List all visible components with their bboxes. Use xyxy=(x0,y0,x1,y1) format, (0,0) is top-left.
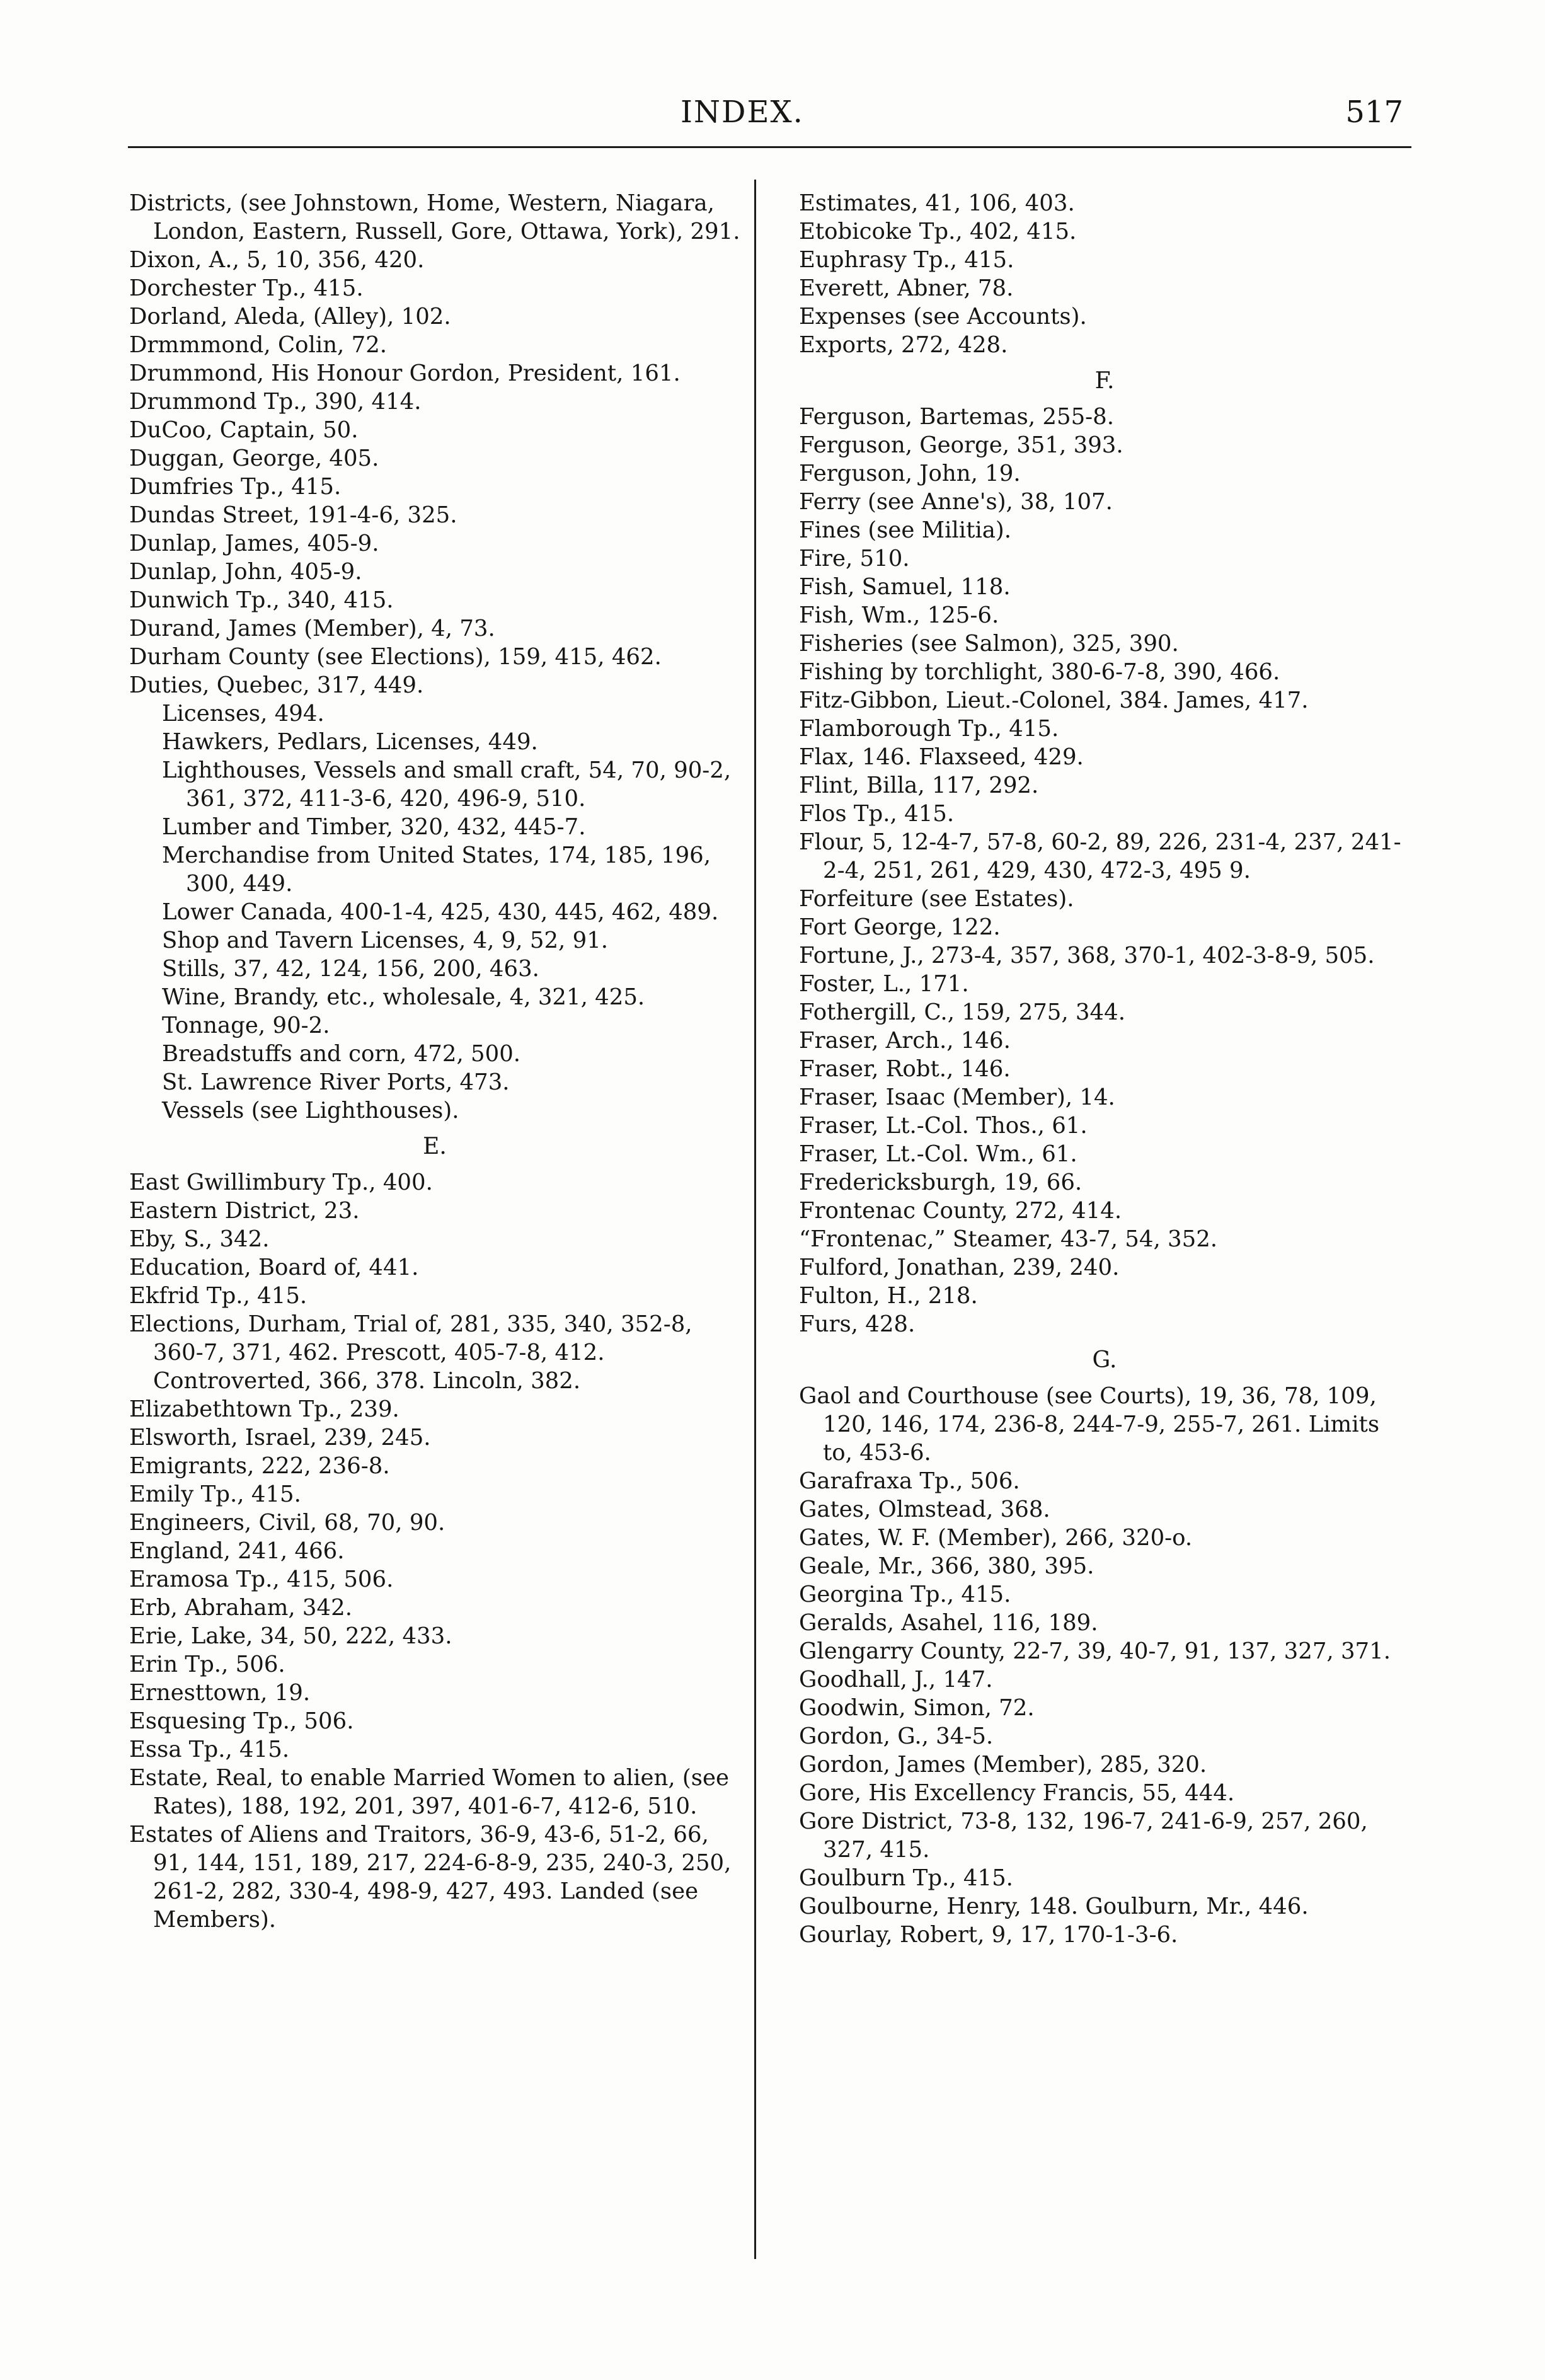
index-entry: Gore District, 73-8, 132, 196-7, 241-6-9, 257, 260, 327, 415. xyxy=(799,1808,1368,1863)
index-entry: Furs, 428. xyxy=(799,1311,916,1337)
index-entry: Elizabethtown Tp., 239. xyxy=(129,1396,399,1422)
index-entry: Fothergill, C., 159, 275, 344. xyxy=(799,999,1125,1025)
index-entry: Durand, James (Member), 4, 73. xyxy=(129,616,495,641)
index-entry: Essa Tp., 415. xyxy=(129,1737,290,1762)
index-sub-entry: Hawkers, Pedlars, Licenses, 449. xyxy=(162,729,538,755)
right-g-entries xyxy=(799,1382,1410,1949)
index-entry: Ekfrid Tp., 415. xyxy=(129,1283,307,1309)
index-entry: Euphrasy Tp., 415. xyxy=(799,247,1014,273)
index-entry: Flint, Billa, 117, 292. xyxy=(799,773,1039,798)
page-number: 517 xyxy=(1345,95,1403,130)
index-entry: Fish, Wm., 125-6. xyxy=(799,602,999,628)
index-entry: England, 241, 466. xyxy=(129,1538,345,1564)
index-entry: East Gwillimbury Tp., 400. xyxy=(129,1170,433,1195)
index-entry: Estates of Aliens and Traitors, 36-9, 43-6, 51-2, 66, 91, 144, 151, 189, 217, 224-6-8-9, 235, 240-3, 250, 261-2, 282, 330-4, 498-9, 427, 493. Landed (see Members). xyxy=(129,1822,732,1933)
index-entry: Dumfries Tp., 415. xyxy=(129,474,342,500)
index-entry: Fraser, Arch., 146. xyxy=(799,1028,1011,1054)
index-sub-entry: Lighthouses, Vessels and small craft, 54, 70, 90-2, 361, 372, 411-3-6, 420, 496-9, 510. xyxy=(162,757,732,812)
index-entry: Dunlap, John, 405-9. xyxy=(129,559,362,585)
index-entry: Fredericksburgh, 19, 66. xyxy=(799,1170,1083,1195)
index-sub-entry: Shop and Tavern Licenses, 4, 9, 52, 91. xyxy=(162,928,609,953)
index-entry: Fisheries (see Salmon), 325, 390. xyxy=(799,631,1179,657)
index-entry: Gourlay, Robert, 9, 17, 170-1-3-6. xyxy=(799,1922,1178,1948)
section-heading-f: F. xyxy=(1094,368,1115,394)
index-entry: Eastern District, 23. xyxy=(129,1198,360,1224)
index-entry: Goulburn Tp., 415. xyxy=(799,1865,1013,1891)
index-entry: Duties, Quebec, 317, 449. xyxy=(129,672,424,698)
index-entry: Ferry (see Anne's), 38, 107. xyxy=(799,489,1113,515)
index-entry: Gordon, James (Member), 285, 320. xyxy=(799,1752,1207,1778)
index-entry: Gore, His Excellency Francis, 55, 444. xyxy=(799,1780,1235,1806)
index-entry: Dorchester Tp., 415. xyxy=(129,275,364,301)
index-entry: Fortune, J., 273-4, 357, 368, 370-1, 402-3-8-9, 505. xyxy=(799,943,1375,969)
index-sub-entry: Merchandise from United States, 174, 185, 196, 300, 449. xyxy=(162,842,711,897)
index-entry: Fishing by torchlight, 380-6-7-8, 390, 466. xyxy=(799,659,1280,685)
index-entry: Dixon, A., 5, 10, 356, 420. xyxy=(129,247,425,273)
index-entry: Etobicoke Tp., 402, 415. xyxy=(799,219,1077,244)
index-entry: Drummond, His Honour Gordon, President, 161. xyxy=(129,360,681,386)
index-entry: Estate, Real, to enable Married Women to alien, (see Rates), 188, 192, 201, 397, 401-6-7, 412-6, 510. xyxy=(129,1765,729,1819)
left-column xyxy=(129,189,740,1934)
section-heading-e: E. xyxy=(423,1134,447,1159)
right-f-entries xyxy=(799,403,1410,1338)
index-entry: Fire, 510. xyxy=(799,546,910,572)
index-entry: Fines (see Militia). xyxy=(799,517,1012,543)
index-entry: Fraser, Isaac (Member), 14. xyxy=(799,1084,1115,1110)
index-entry: Flour, 5, 12-4-7, 57-8, 60-2, 89, 226, 231-4, 237, 241-2-4, 251, 261, 429, 430, 472-3, 495 9. xyxy=(799,829,1401,883)
index-entry: Fitz-Gibbon, Lieut.-Colonel, 384. James, 417. xyxy=(799,687,1309,713)
index-entry: Garafraxa Tp., 506. xyxy=(799,1468,1020,1494)
index-entry: Dunlap, James, 405-9. xyxy=(129,531,379,556)
index-entry: Estimates, 41, 106, 403. xyxy=(799,190,1075,216)
index-entry: Goodwin, Simon, 72. xyxy=(799,1695,1035,1721)
index-entry: “Frontenac,” Steamer, 43-7, 54, 352. xyxy=(799,1226,1218,1252)
index-sub-entry: Lower Canada, 400-1-4, 425, 430, 445, 462, 489. xyxy=(162,899,719,925)
index-entry: Erin Tp., 506. xyxy=(129,1652,285,1677)
index-entry: DuCoo, Captain, 50. xyxy=(129,417,359,443)
column-divider xyxy=(754,180,756,2259)
index-entry: Erb, Abraham, 342. xyxy=(129,1595,352,1621)
right-e-entries xyxy=(799,189,1410,359)
header-rule xyxy=(128,146,1411,148)
right-column xyxy=(799,189,1410,1949)
page-title: INDEX. xyxy=(681,95,804,130)
index-entry: Foster, L., 171. xyxy=(799,971,969,997)
index-entry: Goulbourne, Henry, 148. Goulburn, Mr., 446. xyxy=(799,1894,1309,1919)
index-entry: Flos Tp., 415. xyxy=(799,801,955,827)
index-entry: Fulton, H., 218. xyxy=(799,1283,978,1309)
index-entry: Dorland, Aleda, (Alley), 102. xyxy=(129,304,451,330)
index-entry: Fraser, Lt.-Col. Wm., 61. xyxy=(799,1141,1077,1167)
index-entry: Eramosa Tp., 415, 506. xyxy=(129,1567,394,1592)
index-entry: Flamborough Tp., 415. xyxy=(799,716,1059,742)
index-entry: Durham County (see Elections), 159, 415, 462. xyxy=(129,644,662,670)
index-entry: Gates, Olmstead, 368. xyxy=(799,1497,1050,1522)
index-entry: Emily Tp., 415. xyxy=(129,1481,301,1507)
index-entry: Ferguson, George, 351, 393. xyxy=(799,432,1123,458)
index-entry: Ferguson, Bartemas, 255-8. xyxy=(799,404,1115,430)
index-entry: Exports, 272, 428. xyxy=(799,332,1008,358)
index-entry: Ernesttown, 19. xyxy=(129,1680,311,1706)
index-sub-entry: Vessels (see Lighthouses). xyxy=(162,1098,459,1124)
index-entry: Eby, S., 342. xyxy=(129,1226,270,1252)
index-entry: Fraser, Robt., 146. xyxy=(799,1056,1011,1082)
index-entry: Duggan, George, 405. xyxy=(129,446,379,471)
index-entry: Districts, (see Johnstown, Home, Western, Niagara, London, Eastern, Russell, Gore, Ottawa, York), 291. xyxy=(129,190,740,244)
index-entry: Elections, Durham, Trial of, 281, 335, 340, 352-8, 360-7, 371, 462. Prescott, 405-7-8, 412. Controverted, 366, 378. Lincoln, 382. xyxy=(129,1311,692,1394)
index-sub-entry: Licenses, 494. xyxy=(162,701,325,727)
index-entry: Engineers, Civil, 68, 70, 90. xyxy=(129,1510,445,1536)
index-entry: Geralds, Asahel, 116, 189. xyxy=(799,1610,1098,1636)
index-entry: Geale, Mr., 366, 380, 395. xyxy=(799,1553,1094,1579)
index-entry: Fraser, Lt.-Col. Thos., 61. xyxy=(799,1113,1088,1139)
index-entry: Expenses (see Accounts). xyxy=(799,304,1087,330)
left-e-entries xyxy=(129,1168,740,1934)
left-d-entries xyxy=(129,189,740,1125)
index-entry: Georgina Tp., 415. xyxy=(799,1582,1011,1607)
index-entry: Esquesing Tp., 506. xyxy=(129,1708,354,1734)
index-entry: Fulford, Jonathan, 239, 240. xyxy=(799,1255,1120,1280)
index-entry: Erie, Lake, 34, 50, 222, 433. xyxy=(129,1623,452,1649)
index-entry: Elsworth, Israel, 239, 245. xyxy=(129,1425,431,1451)
index-sub-entry: Wine, Brandy, etc., wholesale, 4, 321, 425. xyxy=(162,984,645,1010)
index-entry: Education, Board of, 441. xyxy=(129,1255,419,1280)
index-entry: Everett, Abner, 78. xyxy=(799,275,1014,301)
index-entry: Drummond Tp., 390, 414. xyxy=(129,389,422,415)
index-entry: Emigrants, 222, 236-8. xyxy=(129,1453,390,1479)
index-sub-entry: Stills, 37, 42, 124, 156, 200, 463. xyxy=(162,956,539,982)
index-sub-entry: Lumber and Timber, 320, 432, 445-7. xyxy=(162,814,586,840)
index-sub-entry: Tonnage, 90-2. xyxy=(162,1013,330,1038)
section-heading-g: G. xyxy=(1092,1347,1117,1373)
index-entry: Forfeiture (see Estates). xyxy=(799,886,1074,912)
index-entry: Gaol and Courthouse (see Courts), 19, 36, 78, 109, 120, 146, 174, 236-8, 244-7-9, 255-7, 261. Limits to, 453-6. xyxy=(799,1383,1380,1466)
index-entry: Drmmmond, Colin, 72. xyxy=(129,332,388,358)
index-entry: Goodhall, J., 147. xyxy=(799,1667,993,1693)
index-entry: Fish, Samuel, 118. xyxy=(799,574,1011,600)
index-sub-entry: Breadstuffs and corn, 472, 500. xyxy=(162,1041,521,1067)
index-entry: Ferguson, John, 19. xyxy=(799,461,1021,486)
index-entry: Fort George, 122. xyxy=(799,914,1001,940)
index-sub-entry: St. Lawrence River Ports, 473. xyxy=(162,1069,510,1095)
index-entry: Dundas Street, 191-4-6, 325. xyxy=(129,502,457,528)
index-entry: Glengarry County, 22-7, 39, 40-7, 91, 137, 327, 371. xyxy=(799,1638,1391,1664)
index-entry: Dunwich Tp., 340, 415. xyxy=(129,587,394,613)
index-entry: Gates, W. F. (Member), 266, 320-o. xyxy=(799,1525,1193,1551)
index-entry: Flax, 146. Flaxseed, 429. xyxy=(799,744,1084,770)
index-entry: Frontenac County, 272, 414. xyxy=(799,1198,1122,1224)
index-entry: Gordon, G., 34-5. xyxy=(799,1723,994,1749)
